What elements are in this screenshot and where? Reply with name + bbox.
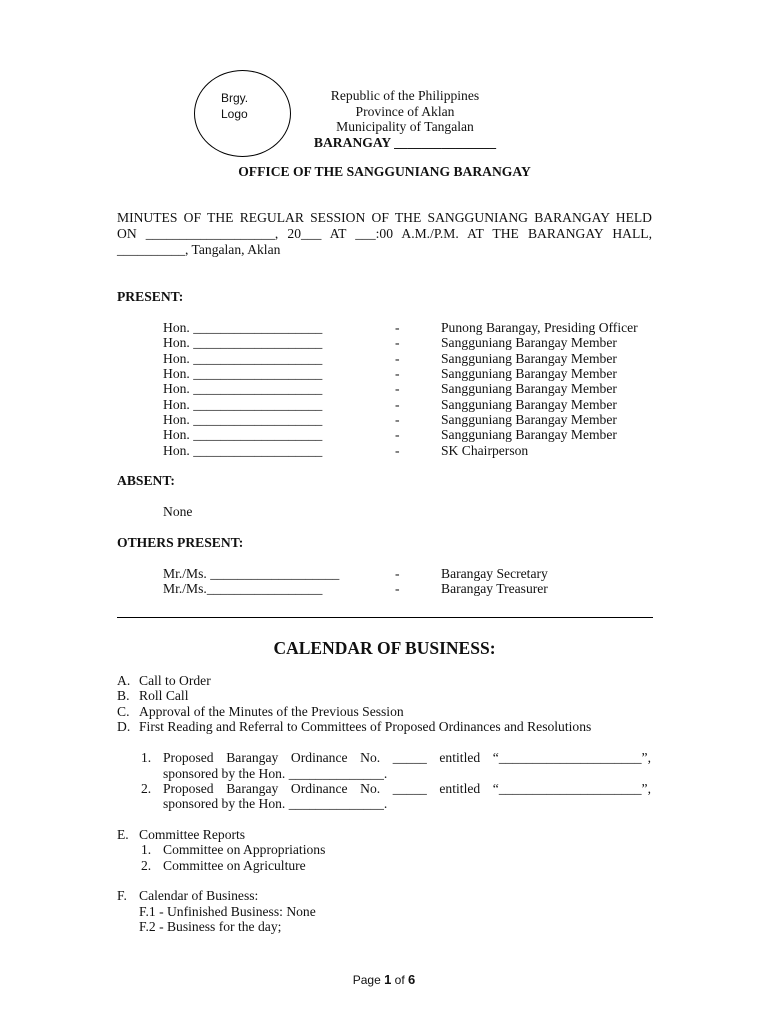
letterhead-barangay: BARANGAY _______________ xyxy=(313,134,497,150)
committee-number: 1. xyxy=(141,842,152,857)
letterhead-municipality: Municipality of Tangalan xyxy=(336,119,474,134)
attendee-dash: - xyxy=(395,427,400,443)
attendee-name: Hon. ___________________ xyxy=(163,427,323,443)
attendee-name: Hon. ___________________ xyxy=(163,335,323,351)
ordinance-title-line: Proposed Barangay Ordinance No. _____ entitled “_____________________”, xyxy=(163,750,651,765)
attendee-role: Sangguniang Barangay Member xyxy=(441,381,617,397)
page-footer xyxy=(0,972,768,987)
section-divider xyxy=(117,617,653,618)
ordinance-sponsor-line: sponsored by the Hon. ______________. xyxy=(163,796,388,811)
agenda-marker: D. xyxy=(117,719,131,735)
committee-marker: E. xyxy=(117,827,129,842)
barangay-logo-placeholder xyxy=(194,70,291,157)
attendee-dash: - xyxy=(395,335,400,351)
attendee-name: Hon. ___________________ xyxy=(163,442,323,458)
total-page-count: 6 xyxy=(408,972,416,987)
committee-name: Committee on Agriculture xyxy=(163,858,306,873)
page-label: Page xyxy=(352,973,381,987)
attendee-name: Mr./Ms. ___________________ xyxy=(163,566,340,581)
ordinance-title-line: Proposed Barangay Ordinance No. _____ entitled “_____________________”, xyxy=(163,781,651,796)
absent-value: None xyxy=(163,504,193,519)
others-present-heading: OTHERS PRESENT: xyxy=(117,535,244,550)
attendee-dash: - xyxy=(395,366,400,382)
attendee-dash: - xyxy=(395,381,400,397)
attendee-dash: - xyxy=(395,412,400,428)
minutes-line-3: __________, Tangalan, Aklan xyxy=(117,242,281,257)
attendee-name: Hon. ___________________ xyxy=(163,412,323,428)
absent-heading: ABSENT: xyxy=(117,473,175,488)
attendee-name: Hon. ___________________ xyxy=(163,366,323,382)
attendee-role: Sangguniang Barangay Member xyxy=(441,335,617,351)
logo-line-1: Brgy. xyxy=(221,91,249,105)
calendar-title: CALENDAR OF BUSINESS: xyxy=(273,638,496,658)
attendee-role: SK Chairperson xyxy=(441,442,529,458)
minutes-paragraph xyxy=(117,210,652,258)
present-heading: PRESENT: xyxy=(117,289,184,304)
attendee-role: Sangguniang Barangay Member xyxy=(441,427,617,443)
committee-reports-label: Committee Reports xyxy=(139,827,246,842)
unfinished-business-line: F.1 - Unfinished Business: None xyxy=(139,904,316,919)
agenda-item: Call to Order xyxy=(139,673,211,688)
attendee-name: Hon. ___________________ xyxy=(163,396,323,412)
attendee-name: Hon. ___________________ xyxy=(163,320,323,335)
agenda-marker: B. xyxy=(117,688,130,704)
logo-line-2: Logo xyxy=(221,107,248,121)
attendee-name: Mr./Ms._________________ xyxy=(163,581,323,597)
attendee-dash: - xyxy=(395,396,400,412)
committee-name: Committee on Appropriations xyxy=(163,842,326,857)
attendee-role: Sangguniang Barangay Member xyxy=(441,350,617,366)
business-marker: F. xyxy=(117,888,127,903)
minutes-line-2: ON ___________________, 20___ AT ___:00 A.M./P.M. AT THE BARANGAY HALL, xyxy=(117,226,652,241)
committee-number: 2. xyxy=(141,858,152,873)
letterhead xyxy=(300,88,510,150)
page-of-label: of xyxy=(394,973,405,987)
agenda-item: Approval of the Minutes of the Previous Session xyxy=(139,703,404,719)
calendar-of-business-label: Calendar of Business: xyxy=(139,888,259,903)
agenda-item: Roll Call xyxy=(139,688,189,704)
attendee-role: Sangguniang Barangay Member xyxy=(441,366,617,382)
agenda-marker: C. xyxy=(117,703,130,719)
attendee-name: Hon. ___________________ xyxy=(163,350,323,366)
agenda-marker: A. xyxy=(117,673,131,688)
ordinance-sponsor-line: sponsored by the Hon. ______________. xyxy=(163,766,388,781)
minutes-line-1: MINUTES OF THE REGULAR SESSION OF THE SANGGUNIANG BARANGAY HELD xyxy=(117,210,652,225)
attendee-role: Sangguniang Barangay Member xyxy=(441,412,617,428)
attendee-name: Hon. ___________________ xyxy=(163,381,323,397)
office-title: OFFICE OF THE SANGGUNIANG BARANGAY xyxy=(238,164,531,179)
current-page-number: 1 xyxy=(384,972,392,987)
attendee-role: Sangguniang Barangay Member xyxy=(441,396,617,412)
attendee-dash: - xyxy=(395,581,400,597)
ordinance-number: 2. xyxy=(141,781,152,796)
letterhead-country: Republic of the Philippines xyxy=(330,88,480,103)
attendee-dash: - xyxy=(395,442,400,458)
letterhead-province: Province of Aklan xyxy=(355,103,455,119)
agenda-item: First Reading and Referral to Committees of Proposed Ordinances and Resolutions xyxy=(139,719,592,735)
attendee-dash: - xyxy=(395,566,400,581)
attendee-role: Barangay Treasurer xyxy=(441,581,548,597)
ordinance-number: 1. xyxy=(141,750,152,765)
attendee-role: Punong Barangay, Presiding Officer xyxy=(441,320,638,335)
attendee-role: Barangay Secretary xyxy=(441,566,548,581)
attendee-dash: - xyxy=(395,350,400,366)
business-for-day-line: F.2 - Business for the day; xyxy=(139,919,282,934)
attendee-dash: - xyxy=(395,320,400,335)
logo-text xyxy=(221,90,248,122)
